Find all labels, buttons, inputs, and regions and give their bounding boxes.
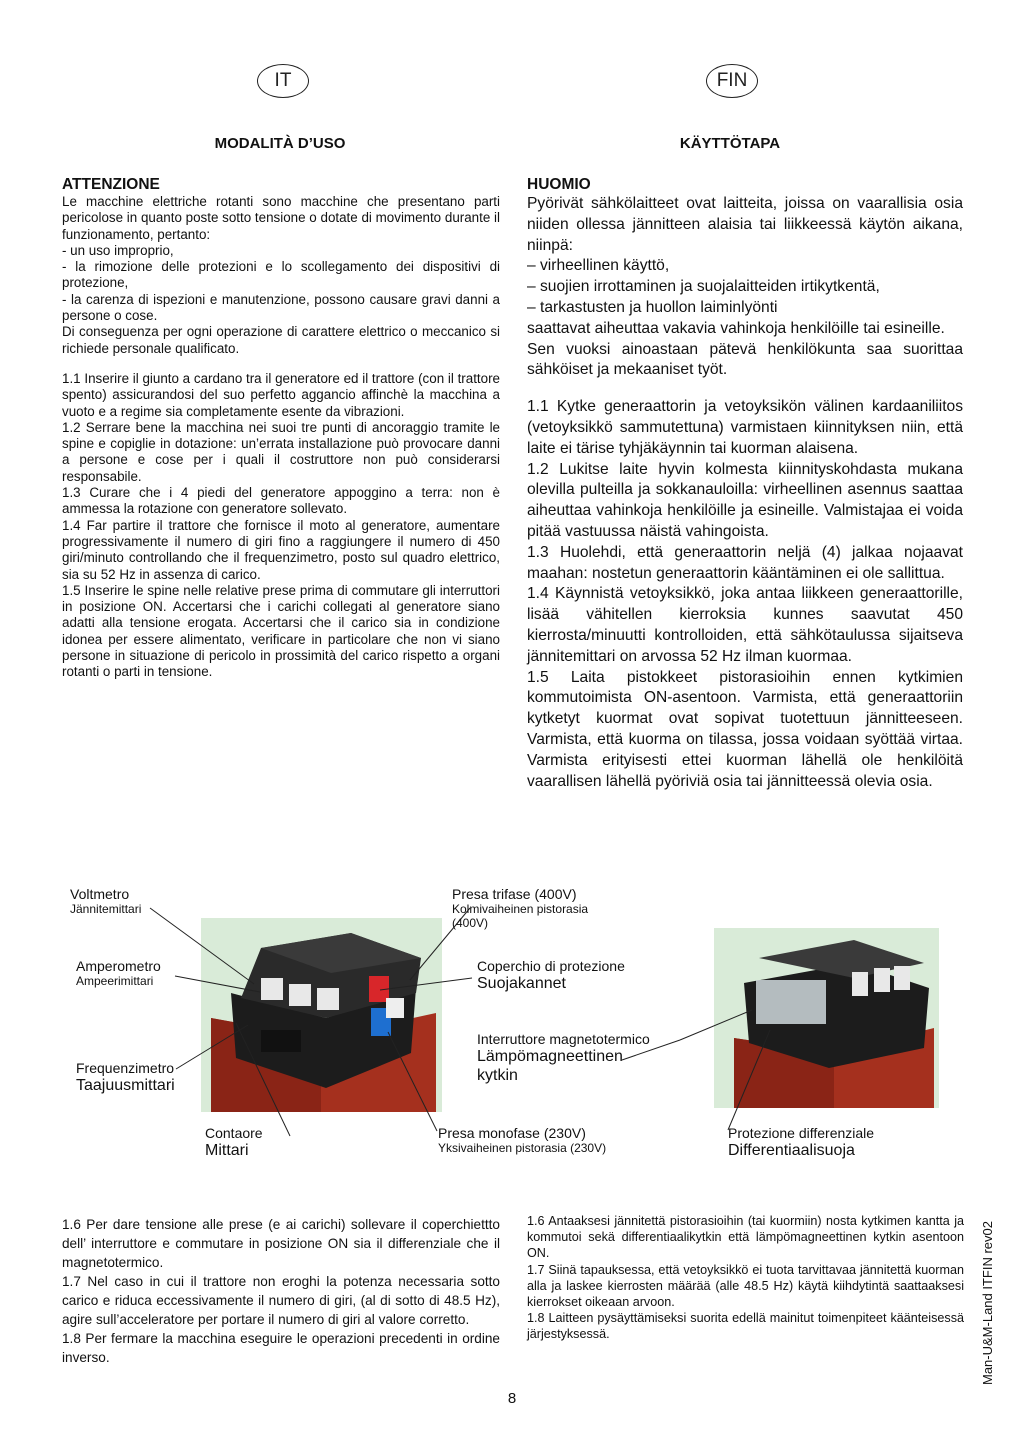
warning-title-fi: HUOMIO [527,176,591,193]
section-title-it: MODALITÀ D’USO [214,135,346,152]
label-presa-trifase: Presa trifase (400V) Kolmivaiheinen pistorasia (400V) [452,886,589,930]
step-1-5-fi: 1.5 Laita pistokkeet pistorasioihin ennen kytkimien kommutoimista ON-asentoon. Varmista, että generaattoriin kytketyt kuormat ovat sopivat tuotettuun jännitteeseen. Varmista, että kuorma on tilassa, jossa voidaan syöttää virtaa. Varmista erityisesti ettei kuorman lähellä ole henkilöitä vaarallisen lähellä pyöriviä osia tai jännitteessä olevia osia. [527,668,963,790]
step-1-8-fi: 1.8 Laitteen pysäyttämiseksi suorita edellä mainitut toimenpiteet käänteisessä järjestyksessä. [527,1311,964,1342]
paragraph: - un uso improprio, [62,242,174,258]
step-1-4-it: 1.4 Far partire il trattore che fornisce il moto al generatore, aumentare progressivamente il numero di giri fino a raggiungere il numero di 450 giri/minuto controllando che il frequenzimetro, posto sul quadro elettrico, sia su 52 Hz in assenza di carico. [62,517,500,582]
step-1-8-it: 1.8 Per fermare la macchina eseguire le operazioni precedenti in ordine inverso. [62,1331,500,1365]
language-badge-fin: FIN [706,64,758,98]
label-interruttore: Interruttore magnetotermico Lämpömagneettinen kytkin [477,1031,650,1084]
step-1-7-it: 1.7 Nel caso in cui il trattore non eroghi la potenza necessaria sotto carico e riduca eccessivamente il numero di giri, (al di sotto di 48.5 Hz), agire sull’acceleratore per portare il numero di giri al valore corretto. [62,1274,500,1327]
step-1-6-it: 1.6 Per dare tensione alle prese (e ai carichi) sollevare il coperchiettto dell’ interruttore e commutare in posizione ON sia il differenziale che il magnetotermico. [62,1217,500,1270]
step-1-1-it: 1.1 Inserire il giunto a cardano tra il generatore ed il trattore (con il trattore spento) assicurandosi del suo perfetto aggancio affinchè la macchina a vuoto e a regime sia completamente esente da vibrazioni. [62,370,500,419]
label-coperchio: Coperchio di protezione Suojakannet [477,958,625,992]
step-1-2-it: 1.2 Serrare bene la macchina nei suoi tre punti di ancoraggio tramite le spine e copiglie in dotazione: un’errata installazione può provocare danni a persone e cose per i quali il costruttore non può considerarsi responsabile. [62,419,500,484]
step-1-6-fi: 1.6 Antaaksesi jännitettä pistorasioihin (tai kuormiin) nosta kytkimen kantta ja kommutoi sekä differentiaalikytkin että lämpömagneettinen kytkin asentoon ON. [527,1214,964,1261]
label-presa-monofase: Presa monofase (230V) Yksivaiheinen pistorasia (230V) [438,1125,607,1155]
paragraph: saattavat aiheuttaa vakavia vahinkoja henkilöille tai esineille. [527,319,945,337]
paragraph: Sen vuoksi ainoastaan pätevä henkilökunta saa suorittaa sähköiset ja mekaaniset työt. [527,340,963,379]
step-1-4-fi: 1.4 Käynnistä vetoyksikkö, joka antaa liikkeen generaattorille, lisää vähitellen kierroksia kunnes saavutat 450 kierrosta/minuutti kontrolloiden, että sähkötaulussa sijaitseva jännitemittari on arvossa 52 Hz ilman kuormaa. [527,585,963,665]
section-title-fi: KÄYTTÖTAPA [679,135,781,152]
bottom-column-it [62,1215,500,1367]
step-1-1-fi: 1.1 Kytke generaattorin ja vetoyksikön välinen kardaaniliitos (vetoyksikkö sammutettuna) varmistaen kiinnityksen niin, että laite ei tärise tyhjäkäynnin tai kuorman alaisena. [527,398,963,457]
bottom-column-fi [527,1213,964,1343]
step-1-3-fi: 1.3 Huolehdi, että generaattorin neljä (4) jalkaa nojaavat maahan: nostetun generaattorin kääntäminen ei ole sallittua. [527,543,963,582]
label-voltmetro: Voltmetro Jännitemittari [70,886,142,916]
step-1-3-it: 1.3 Curare che i 4 piedi del generatore appoggino a terra: non è ammessa la rotazione con generatore sollevato. [62,485,500,517]
paragraph: Le macchine elettriche rotanti sono macchine che presentano parti pericolose in quanto poste sotto tensione o dotate di movimento durante il funzionamento, pertanto: [62,194,500,242]
page-number: 8 [507,1390,517,1407]
paragraph: - la rimozione delle protezioni e lo scollegamento dei dispositivi di protezione, [62,259,500,291]
label-contaore: Contaore Mittari [205,1125,263,1159]
label-amperometro: Amperometro Ampeerimittari [76,958,161,988]
paragraph: – virheellinen käyttö, [527,257,670,275]
paragraph: – tarkastusten ja huollon laiminlyönti [527,298,778,316]
paragraph: – suojien irrottaminen ja suojalaitteiden irtikytkentä, [527,278,880,296]
paragraph: Di conseguenza per ogni operazione di carattere elettrico o meccanico si richiede personale qualificato. [62,324,500,356]
label-protezione: Protezione differenziale Differentiaalisuoja [728,1125,875,1159]
paragraph: - la carenza di ispezioni e manutenzione, possono causare gravi danni a persone o cose. [62,291,500,324]
step-1-5-it: 1.5 Inserire le spine nelle relative prese prima di commutare gli interruttori in posizione ON. Accertarsi che i carichi collegati al generatore siano adatti alla tensione erogata. Accertarsi che il carico sia in condizione idonea per essere alimentato, verificare in particolare che non vi siano persone in situazione di pericolo in prossimità del carico rispetto a organi rotanti o parti in tensione. [62,582,500,680]
language-badge-it: IT [257,64,309,98]
step-1-2-fi: 1.2 Lukitse laite hyvin kolmesta kiinnityskohdasta mukana olevilla pulteilla ja sokkanauloilla: virheellinen asennus saattaa aiheuttaa vahinkoja henkilöille ja esineille. Valmistajaa ei voida pitää vastuussa näistä vahingoista. [527,460,963,540]
paragraph: Pyörivät sähkölaitteet ovat laitteita, joissa on vaarallisia osia niiden ollessa jännitteen alaisia tai liikkeessä käytön aikana, niinpä: [527,195,963,254]
warning-title-it: ATTENZIONE [62,176,160,193]
step-1-7-fi: 1.7 Siinä tapauksessa, että vetoyksikkö ei tuota tarvittavaa jännitettä kuorman alla ja laskee kierrosten määrää (alle 48.5 Hz) käytä kiihdytintä saattaaksesi kierrokset oikeaan arvoon. [527,1262,964,1310]
document-code: Man-U&M-Land ITFIN rev02 [980,1221,995,1385]
label-frequenzimetro: Frequenzimetro Taajuusmittari [76,1060,175,1094]
